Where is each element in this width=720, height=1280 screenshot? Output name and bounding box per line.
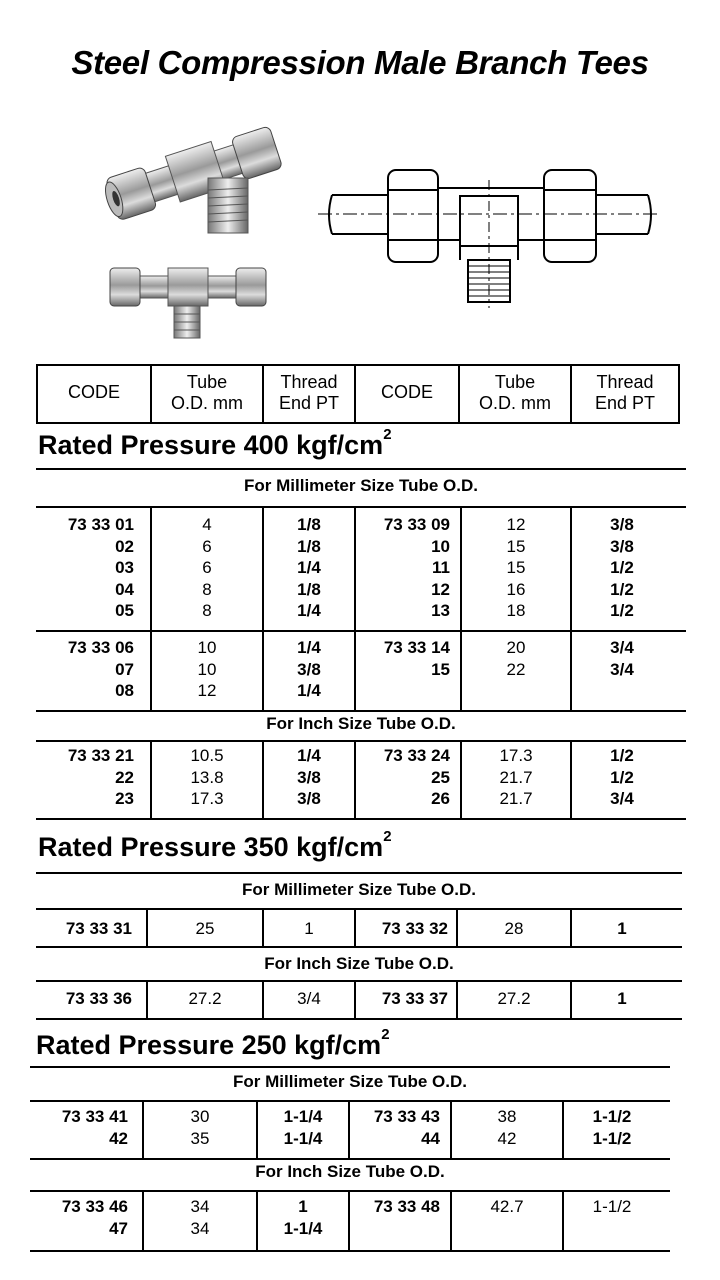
thread-list: 1 xyxy=(617,989,627,1008)
section-heading-400: Rated Pressure 400 kgf/$cm^2$ xyxy=(38,426,392,460)
technical-drawing xyxy=(318,160,658,310)
header-tube-right: Tube O.D. mm xyxy=(479,372,551,413)
page-title: Steel Compression Male Branch Tees xyxy=(71,44,649,81)
subheader-mm: For Millimeter Size Tube O.D. xyxy=(233,1072,467,1091)
thread-list: 1 1-1/4 xyxy=(283,1197,323,1238)
tube-list: 25 xyxy=(195,919,215,938)
subheader-inch: For Inch Size Tube O.D. xyxy=(255,1162,445,1181)
header-thread: Thread End PT xyxy=(278,372,340,413)
code-list: 73 33 01 02 03 04 05 xyxy=(67,515,134,620)
thread-list: 3/8 3/8 1/2 1/2 1/2 xyxy=(610,515,634,620)
section-heading-350: Rated Pressure 350 kgf/$cm^2$ xyxy=(38,828,392,862)
code-list: 73 33 31 xyxy=(65,919,132,938)
code-list: 73 33 41 42 xyxy=(61,1107,128,1148)
tube-list: 42.7 xyxy=(490,1197,524,1216)
subheader-mm: For Millimeter Size Tube O.D. xyxy=(242,880,476,899)
tube-list: 10 10 12 xyxy=(197,638,217,700)
thread-list: 1/4 3/8 3/8 xyxy=(297,746,321,808)
thread-list: 1/8 1/8 1/4 1/8 1/4 xyxy=(297,515,321,620)
subheader-inch: For Inch Size Tube O.D. xyxy=(266,714,456,733)
thread-list: 1-1/2 xyxy=(592,1197,632,1216)
code-list: 73 33 21 22 23 xyxy=(67,746,134,808)
tube-list: 38 42 xyxy=(497,1107,517,1148)
code-list: 73 33 24 25 26 xyxy=(383,746,450,808)
tube-list: 20 22 xyxy=(506,638,526,679)
code-list: 73 33 09 10 11 12 13 xyxy=(383,515,450,620)
code-list: 73 33 48 xyxy=(373,1197,440,1216)
header-code-right: CODE xyxy=(380,382,433,402)
thread-list: 1-1/2 1-1/2 xyxy=(592,1107,632,1148)
code-list: 73 33 36 xyxy=(65,989,132,1008)
tube-list: 27.2 xyxy=(497,989,531,1008)
section-heading-250: Rated Pressure 250 kgf/$cm^2$ xyxy=(36,1026,390,1060)
thread-list: 1/4 3/8 1/4 xyxy=(297,638,321,700)
tube-list: 12 15 15 16 18 xyxy=(506,515,526,620)
subheader-inch: For Inch Size Tube O.D. xyxy=(264,954,454,973)
code-list: 73 33 43 44 xyxy=(373,1107,440,1148)
product-photo xyxy=(100,118,295,346)
thread-list: 3/4 xyxy=(297,989,321,1008)
tube-list: 17.3 21.7 21.7 xyxy=(499,746,533,808)
thread-list: 1 xyxy=(304,919,314,938)
code-list: 73 33 14 15 xyxy=(383,638,450,679)
tube-list: 28 xyxy=(504,919,524,938)
code-list: 73 33 06 07 08 xyxy=(67,638,134,700)
tube-list: 4 6 6 8 8 xyxy=(202,515,212,620)
thread-list: 3/4 3/4 xyxy=(610,638,634,679)
thread-list: 1/2 1/2 3/4 xyxy=(610,746,634,808)
code-list: 73 33 46 47 xyxy=(61,1197,128,1238)
tube-list: 10.5 13.8 17.3 xyxy=(190,746,224,808)
tube-list: 30 35 xyxy=(190,1107,210,1148)
header-code: CODE xyxy=(67,382,120,402)
code-list: 73 33 32 xyxy=(381,919,448,938)
thread-list: 1 xyxy=(617,919,627,938)
header-thread-right: Thread End PT xyxy=(594,372,656,413)
tube-list: 34 34 xyxy=(190,1197,210,1238)
code-list: 73 33 37 xyxy=(381,989,448,1008)
tube-list: 27.2 xyxy=(188,989,222,1008)
header-tube: Tube O.D. mm xyxy=(171,372,243,413)
subheader-mm: For Millimeter Size Tube O.D. xyxy=(244,476,478,495)
thread-list: 1-1/4 1-1/4 xyxy=(283,1107,323,1148)
